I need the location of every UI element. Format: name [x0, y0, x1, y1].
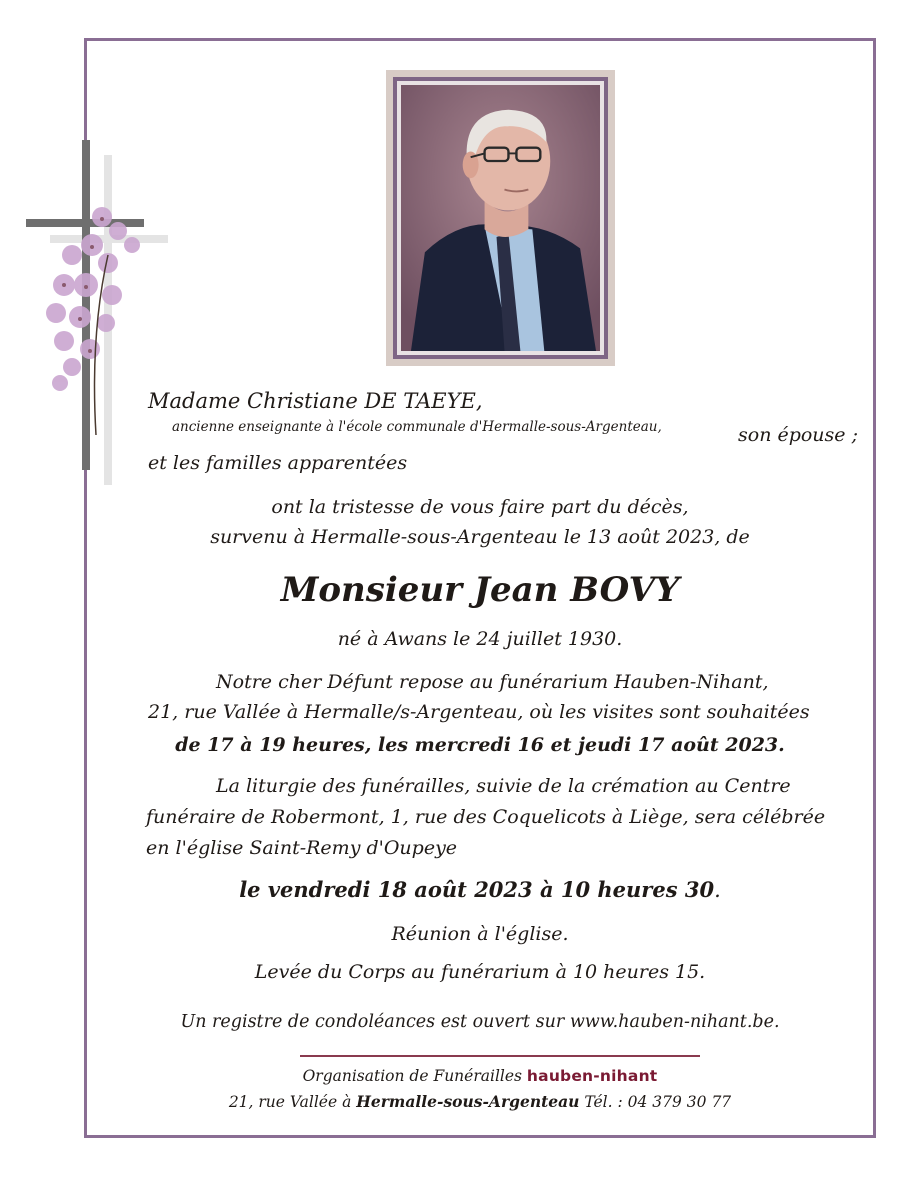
- announcement-line-1: ont la tristesse de vous faire part du décès,: [271, 496, 689, 518]
- brand-logo-text: hauben-nihant: [526, 1067, 658, 1085]
- families-line: et les familles apparentées: [148, 452, 408, 474]
- visits-hours: de 17 à 19 heures, les mercredi 16 et jeudi 17 août 2023.: [175, 734, 785, 756]
- widow-relation: son épouse ;: [738, 424, 858, 446]
- funeral-line-2: funéraire de Robermont, 1, rue des Coquelicots à Liège, sera célébrée: [146, 806, 826, 828]
- visits-line-1: Notre cher Défunt repose au funérarium Hauben-Nihant,: [216, 671, 769, 693]
- address-prefix: 21, rue Vallée à: [228, 1093, 357, 1111]
- funeral-date: [84, 877, 876, 903]
- deceased-name: Monsieur Jean BOVY: [280, 570, 680, 610]
- widow-name: Madame Christiane DE TAEYE,: [148, 389, 483, 413]
- funeral-date-end: .: [714, 878, 721, 902]
- funeral-line-1: La liturgie des funérailles, suivie de la crémation au Centre: [216, 775, 791, 797]
- levee-line: Levée du Corps au funérarium à 10 heures 15.: [254, 961, 706, 983]
- phone-number: Tél. : 04 379 30 77: [579, 1093, 732, 1111]
- footer-organisation: [84, 1067, 876, 1086]
- birth-line: né à Awans le 24 juillet 1930.: [337, 628, 623, 650]
- footer-separator: [300, 1055, 700, 1057]
- funeral-date-text: le vendredi 18 août 2023 à 10 heures 30: [239, 877, 715, 902]
- portrait-photo: [401, 85, 600, 351]
- widow-role: ancienne enseignante à l'école communale d'Hermalle-sous-Argenteau,: [172, 419, 662, 435]
- condolence-register: Un registre de condoléances est ouvert sur www.hauben-nihant.be.: [180, 1012, 780, 1032]
- cross-with-orchids: [20, 135, 180, 495]
- address-town: Hermalle-sous-Argenteau: [356, 1092, 580, 1111]
- portrait-frame: [386, 70, 615, 366]
- meeting-line: Réunion à l'église.: [391, 923, 569, 945]
- footer-address: [84, 1093, 876, 1112]
- announcement-line-2: survenu à Hermalle-sous-Argenteau le 13 août 2023, de: [210, 526, 750, 548]
- funeral-line-3: en l'église Saint-Remy d'Oupeye: [146, 837, 458, 859]
- org-label: Organisation de Funérailles: [302, 1067, 527, 1085]
- visits-line-2: 21, rue Vallée à Hermalle/s-Argenteau, où les visites sont souhaitées: [148, 701, 810, 723]
